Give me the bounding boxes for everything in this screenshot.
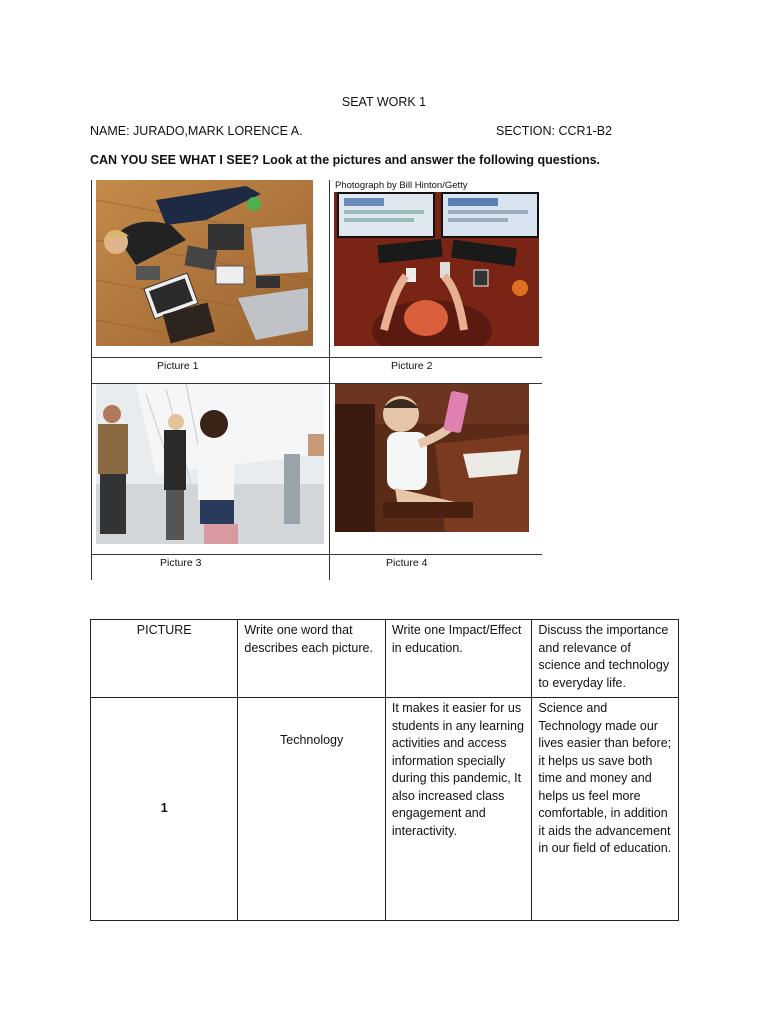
cell-one-word-text: Technology	[280, 733, 344, 747]
picture-1-caption: Picture 1	[157, 360, 199, 372]
picture-4-image	[335, 384, 529, 532]
grid-line-row3	[91, 554, 542, 555]
grid-line-left	[91, 180, 92, 580]
picture-1-image	[96, 180, 313, 346]
student-name: NAME: JURADO,MARK LORENCE A.	[90, 124, 303, 138]
picture-2-caption: Picture 2	[391, 360, 433, 372]
student-section: SECTION: CCR1-B2	[496, 124, 612, 138]
picture-3-image	[96, 384, 324, 544]
header-one-word: Write one word that describes each picture.	[238, 620, 385, 698]
header-impact: Write one Impact/Effect in education.	[385, 620, 532, 698]
grid-line-middle	[329, 180, 330, 580]
picture-4-caption: Picture 4	[386, 557, 428, 569]
cell-importance: Science and Technology made our lives easier than before; it helps us save both time and money and helps us feel more comfortable, in addition it aids the advancement in our field of education.	[532, 698, 679, 921]
cell-impact: It makes it easier for us students in any learning activities and access information specially during this pandemic, It also increased class engagement and interactivity.	[385, 698, 532, 921]
grid-line-row1	[91, 357, 542, 358]
cell-picture-number: 1	[91, 698, 238, 921]
picture-3-caption: Picture 3	[160, 557, 202, 569]
header-picture: PICTURE	[91, 620, 238, 698]
cell-one-word	[238, 698, 385, 921]
picture-2-credit: Photograph by Bill Hinton/Getty	[335, 180, 472, 191]
instructions: CAN YOU SEE WHAT I SEE? Look at the pictures and answer the following questions.	[90, 153, 601, 167]
header-importance: Discuss the importance and relevance of science and technology to everyday life.	[532, 620, 679, 698]
table-row	[91, 698, 679, 921]
table-header-row	[91, 620, 679, 698]
page-title: SEAT WORK 1	[341, 95, 427, 109]
answer-table	[90, 619, 679, 921]
picture-2-image	[334, 180, 539, 346]
